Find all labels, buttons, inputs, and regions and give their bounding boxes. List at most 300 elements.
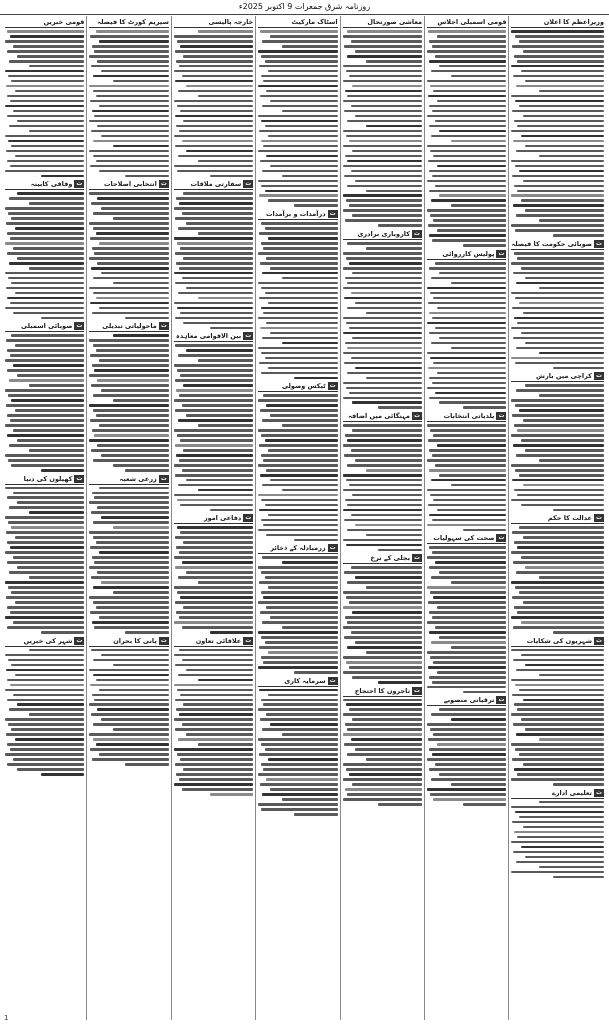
story-body (5, 192, 84, 319)
text-line (17, 374, 84, 377)
text-line (515, 748, 604, 751)
text-line (435, 392, 506, 395)
story-headline (174, 332, 253, 342)
text-line (516, 389, 604, 392)
text-line (258, 317, 337, 320)
text-line (259, 689, 338, 692)
text-line (198, 232, 254, 235)
text-line (8, 723, 84, 726)
text-line (347, 621, 422, 624)
story-badge: ت (414, 554, 421, 562)
text-line (539, 90, 604, 93)
story-headline (89, 475, 168, 485)
text-line (343, 733, 422, 736)
story-headline-text: شہریوں کی شکایات (526, 636, 592, 645)
text-line (294, 204, 338, 207)
text-line (516, 282, 604, 285)
text-line (94, 50, 169, 53)
text-line (261, 120, 337, 123)
text-line (525, 342, 604, 345)
text-line (10, 165, 85, 168)
text-line (539, 287, 604, 290)
text-line (270, 788, 337, 791)
text-line (183, 322, 253, 325)
text-line (9, 262, 84, 265)
newspaper-column (255, 16, 339, 1020)
text-line (5, 207, 84, 210)
text-line (99, 105, 169, 108)
story-headline-text: علاقائی تعاون (195, 636, 242, 645)
text-line (515, 404, 604, 407)
text-line (268, 70, 338, 73)
text-line (282, 424, 338, 427)
text-line (429, 514, 506, 517)
text-line (263, 459, 338, 462)
news-story (258, 210, 337, 379)
text-line (517, 257, 604, 260)
page-number: 1 (4, 1014, 9, 1022)
text-line (92, 45, 169, 48)
text-line (7, 232, 84, 235)
text-line (13, 247, 84, 250)
story-headline (427, 534, 506, 544)
text-line (7, 743, 84, 746)
newspaper-column (3, 16, 86, 1020)
story-badge: ت (414, 412, 421, 420)
text-line (176, 60, 253, 63)
text-line (521, 556, 604, 559)
text-line (427, 352, 506, 355)
text-line (263, 394, 338, 397)
text-line (366, 758, 422, 761)
text-line (343, 626, 422, 629)
text-line (366, 651, 422, 654)
text-line (349, 262, 422, 265)
text-line (345, 219, 422, 222)
text-line (11, 334, 84, 337)
text-line (347, 30, 422, 33)
text-line (17, 55, 84, 58)
text-line (92, 312, 169, 315)
text-line (174, 70, 253, 73)
text-line (282, 175, 338, 178)
text-line (183, 768, 253, 771)
story-headline (258, 677, 337, 687)
text-line (6, 669, 85, 672)
newspaper-column (86, 16, 170, 1020)
text-line (515, 229, 604, 232)
text-line (355, 50, 422, 53)
text-line (186, 349, 253, 352)
text-line (263, 703, 338, 706)
text-line (343, 539, 422, 542)
text-line (89, 257, 168, 260)
text-line (99, 40, 169, 43)
story-headline-text: تاجروں کا احتجاج (354, 686, 411, 695)
text-line (432, 616, 507, 619)
text-line (113, 399, 169, 402)
story-body (511, 526, 604, 633)
news-story (511, 637, 604, 786)
text-line (93, 738, 169, 741)
text-line (517, 708, 604, 711)
text-line (5, 454, 84, 457)
text-line (346, 703, 422, 706)
text-line (5, 654, 84, 657)
text-line (265, 227, 338, 230)
text-line (7, 115, 85, 118)
text-line (176, 546, 253, 549)
text-line (182, 626, 253, 629)
text-line (258, 85, 337, 88)
text-line (186, 222, 253, 225)
story-badge: ت (595, 372, 602, 380)
text-line (263, 596, 338, 599)
text-line (179, 778, 254, 781)
text-line (258, 50, 337, 53)
text-line (176, 197, 253, 200)
text-line (262, 170, 337, 173)
text-line (343, 100, 422, 103)
text-line (511, 806, 604, 809)
story-headline-text: تعلیمی ادارے (552, 788, 592, 797)
text-line (343, 267, 422, 270)
text-line (451, 646, 507, 649)
text-line (89, 85, 168, 88)
text-line (351, 105, 422, 108)
text-line (512, 694, 604, 697)
text-line (183, 541, 253, 544)
text-line (343, 287, 422, 290)
text-line (347, 646, 422, 649)
text-line (101, 454, 168, 457)
text-line (511, 327, 604, 330)
text-line (345, 616, 422, 619)
story-badge: ت (329, 544, 336, 552)
text-line (99, 424, 169, 427)
text-line (451, 783, 507, 786)
text-line (523, 699, 604, 702)
text-line (343, 474, 422, 477)
text-line (99, 242, 169, 245)
text-line (7, 699, 85, 702)
text-line (366, 534, 422, 537)
text-line (539, 866, 604, 869)
text-line (258, 773, 337, 776)
text-line (174, 237, 253, 240)
text-line (433, 155, 506, 158)
text-line (101, 581, 168, 584)
text-line (352, 783, 422, 786)
text-line (263, 80, 338, 83)
text-line (343, 656, 422, 659)
text-line (7, 763, 85, 766)
text-line (182, 75, 253, 78)
text-line (428, 504, 507, 507)
text-line (516, 454, 604, 457)
text-line (5, 581, 84, 584)
text-line (430, 214, 506, 217)
text-line (428, 666, 507, 669)
text-line (514, 489, 604, 492)
story-headline-text: ٹیکس وصولی (281, 382, 326, 391)
text-line (178, 292, 253, 295)
text-line (263, 145, 338, 148)
text-line (178, 576, 253, 579)
text-line (515, 165, 604, 168)
text-line (7, 541, 84, 544)
text-line (439, 773, 506, 776)
text-line (439, 194, 506, 197)
text-line (17, 566, 84, 569)
text-line (186, 571, 253, 574)
story-headline (174, 637, 253, 647)
text-line (463, 529, 507, 532)
text-line (175, 80, 253, 83)
text-line (10, 419, 85, 422)
text-line (7, 50, 85, 53)
text-line (261, 519, 338, 522)
story-headline-text: وفاقی کابینہ (30, 180, 73, 189)
text-line (519, 816, 604, 819)
text-line (439, 401, 506, 404)
text-line (521, 199, 604, 202)
text-line (186, 287, 253, 290)
text-line (347, 307, 422, 310)
text-line (261, 75, 338, 78)
text-line (517, 494, 604, 497)
text-line (125, 763, 169, 766)
text-line (523, 826, 604, 829)
text-line (101, 272, 168, 275)
text-line (519, 689, 604, 692)
text-line (343, 671, 422, 674)
text-line (343, 591, 422, 594)
text-line (177, 753, 253, 756)
text-line (174, 399, 253, 402)
text-line (349, 204, 422, 207)
story-headline (89, 18, 168, 28)
text-line (345, 434, 422, 437)
text-line (366, 377, 422, 380)
story-body (343, 30, 422, 227)
text-line (521, 439, 604, 442)
text-line (525, 856, 604, 859)
story-badge: ت (245, 636, 252, 644)
news-story (174, 332, 253, 511)
story-body (343, 242, 422, 409)
text-line (427, 287, 506, 290)
text-line (266, 404, 337, 407)
story-body (427, 546, 506, 693)
text-line (259, 362, 338, 365)
text-line (6, 596, 85, 599)
text-line (433, 362, 506, 365)
text-line (175, 344, 253, 347)
text-line (5, 359, 84, 362)
text-line (262, 484, 337, 487)
text-line (99, 487, 169, 490)
text-line (186, 669, 253, 672)
story-headline-text: صحت کی سہولیات (433, 534, 495, 543)
text-line (347, 439, 422, 442)
text-line (265, 125, 338, 128)
text-line (352, 150, 422, 153)
text-line (431, 479, 506, 482)
text-line (210, 793, 254, 796)
text-line (346, 257, 422, 260)
story-badge: ت (498, 696, 505, 704)
text-line (519, 526, 604, 529)
story-headline-text: وزیراعظم کا اعلان (543, 18, 604, 26)
text-line (437, 671, 507, 674)
news-story (89, 180, 168, 319)
text-line (435, 120, 506, 123)
text-line (93, 394, 168, 397)
text-line (258, 429, 337, 432)
story-body (5, 30, 84, 177)
text-line (175, 317, 254, 320)
story-badge: ت (498, 412, 505, 420)
text-line (429, 267, 507, 270)
text-line (90, 35, 169, 38)
text-line (517, 125, 604, 128)
text-line (515, 684, 604, 687)
text-line (525, 80, 604, 83)
text-line (174, 684, 253, 687)
text-line (261, 372, 338, 375)
text-line (515, 469, 604, 472)
text-line (258, 252, 337, 255)
text-line (10, 237, 85, 240)
story-headline-text: پانی کا بحران (113, 636, 157, 645)
text-line (93, 459, 168, 462)
text-line (174, 272, 253, 275)
text-line (427, 459, 506, 462)
text-line (210, 509, 254, 512)
text-line (521, 267, 604, 270)
text-line (433, 596, 506, 599)
text-line (11, 526, 84, 529)
text-line (514, 55, 604, 58)
text-line (451, 718, 507, 721)
text-line (259, 646, 338, 649)
text-line (174, 165, 253, 168)
text-line (263, 661, 338, 664)
text-line (9, 197, 84, 200)
text-line (8, 212, 84, 215)
text-line (513, 723, 604, 726)
text-line (179, 267, 254, 270)
story-headline (5, 18, 84, 28)
text-line (433, 90, 506, 93)
text-line (93, 227, 169, 230)
text-line (516, 214, 604, 217)
story-headline (174, 514, 253, 524)
text-line (93, 140, 168, 143)
text-line (174, 718, 253, 721)
text-line (282, 110, 338, 113)
text-line (6, 531, 85, 534)
news-story (5, 637, 84, 776)
text-line (343, 606, 422, 609)
masthead-dateline: روزنامہ شرق جمعرات 9 اکتوبر 2025ء (0, 0, 609, 15)
text-line (553, 783, 604, 786)
text-line (431, 135, 506, 138)
text-line (113, 217, 169, 220)
text-line (5, 242, 84, 245)
text-line (463, 691, 507, 694)
text-line (270, 35, 337, 38)
text-line (539, 801, 604, 804)
text-line (428, 738, 507, 741)
text-line (7, 297, 84, 300)
text-line (294, 813, 338, 816)
text-line (92, 429, 169, 432)
text-line (511, 224, 604, 227)
story-body (174, 344, 253, 511)
text-line (6, 85, 85, 88)
text-line (183, 449, 253, 452)
story-headline (174, 180, 253, 190)
text-line (180, 596, 253, 599)
text-line (90, 165, 169, 168)
text-line (347, 504, 422, 507)
text-line (258, 738, 337, 741)
text-line (517, 190, 604, 193)
text-line (94, 496, 169, 499)
text-line (92, 758, 169, 761)
text-line (99, 359, 169, 362)
text-line (433, 733, 506, 736)
text-line (270, 414, 337, 417)
text-line (99, 753, 169, 756)
text-line (183, 703, 253, 706)
story-body (174, 526, 253, 633)
text-line (346, 387, 422, 390)
text-line (517, 60, 604, 63)
text-line (178, 484, 253, 487)
text-line (351, 566, 422, 569)
text-line (433, 499, 506, 502)
text-line (258, 347, 337, 350)
story-body (427, 424, 506, 531)
story-body (511, 649, 604, 786)
text-line (352, 401, 422, 404)
text-line (97, 379, 168, 382)
text-line (8, 140, 84, 143)
text-line (113, 80, 169, 83)
text-line (347, 282, 422, 285)
text-line (511, 464, 604, 467)
text-line (15, 738, 85, 741)
text-line (183, 55, 253, 58)
text-line (91, 130, 169, 133)
text-line (343, 35, 422, 38)
text-line (92, 694, 169, 697)
text-line (174, 586, 253, 589)
text-line (351, 292, 422, 295)
text-line (15, 536, 85, 539)
text-line (260, 611, 338, 614)
text-line (521, 332, 604, 335)
text-line (268, 302, 338, 305)
text-line (97, 571, 168, 574)
text-line (343, 382, 422, 385)
text-line (355, 524, 422, 527)
text-line (174, 100, 253, 103)
text-line (553, 367, 604, 370)
